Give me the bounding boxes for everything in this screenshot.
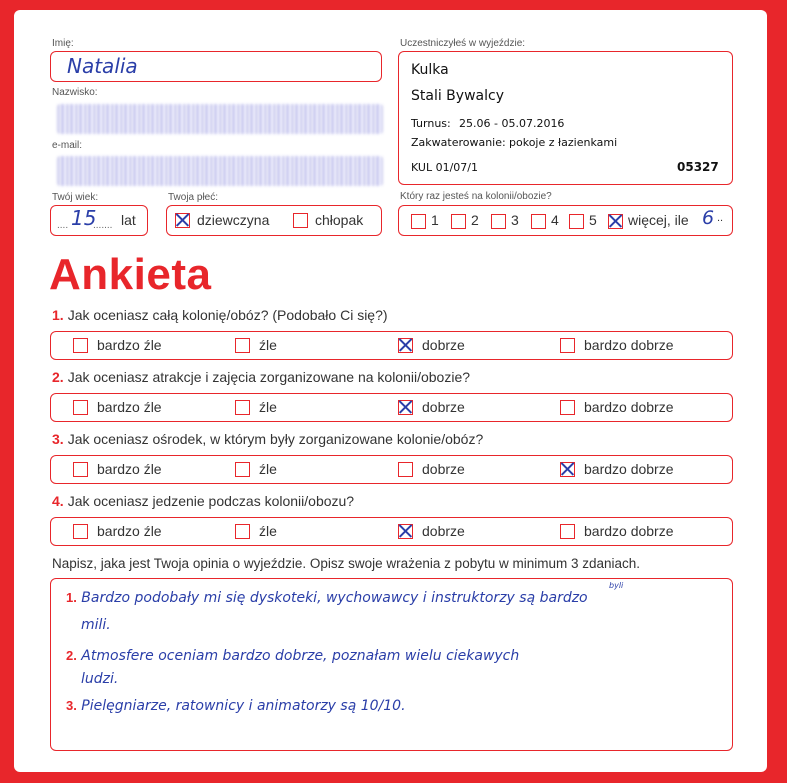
times-more-label: więcej, ile (628, 212, 689, 228)
age-value: 15 (71, 206, 97, 230)
question-1-option-3-label: dobrze (422, 337, 465, 353)
age-label: Twój wiek: (52, 192, 99, 203)
question-1-option-4-checkbox[interactable] (560, 338, 575, 353)
question-3-option-3-checkbox[interactable] (398, 462, 413, 477)
question-1-option-1-checkbox[interactable] (73, 338, 88, 353)
opinion-prompt: Napisz, jaka jest Twoja opinia o wyjeździe. Opisz swoje wrażenia z pobytu w minimum 3 zdaniach. (52, 556, 641, 571)
question-1-text (52, 307, 388, 323)
male-checkbox[interactable] (293, 213, 308, 228)
question-2-options (50, 393, 733, 422)
opinion-line-3 (66, 647, 519, 665)
times-1-checkbox[interactable] (411, 214, 426, 229)
question-2-label: Jak oceniasz atrakcje i zajęcia zorganizowane na kolonii/obozie? (67, 369, 471, 385)
question-4-label: Jak oceniasz jedzenie podczas kolonii/obozu? (67, 493, 355, 509)
question-3-text (52, 431, 483, 447)
times-5-checkbox[interactable] (569, 214, 584, 229)
age-dots-right: ....... (93, 220, 113, 231)
question-2-option-4-checkbox[interactable] (560, 400, 575, 415)
question-1-option-2-checkbox[interactable] (235, 338, 250, 353)
question-2-option-3-checkbox[interactable] (398, 400, 413, 415)
question-1-label: Jak oceniasz całą kolonię/obóz? (Podobało Ci się?) (67, 307, 388, 323)
question-4-option-3-checkbox[interactable] (398, 524, 413, 539)
question-3-option-2-label: źle (259, 461, 277, 477)
age-unit: lat (121, 212, 136, 228)
opinion-line-4: ludzi. (81, 671, 119, 687)
question-4-option-4-checkbox[interactable] (560, 524, 575, 539)
accommodation-label: Zakwaterowanie: (411, 136, 506, 149)
email-label: e-mail: (52, 140, 83, 151)
trip-group: Stali Bywalcy (411, 88, 504, 104)
times-more-dots: .. (717, 212, 724, 224)
trip-name: Kulka (411, 62, 449, 78)
question-4-option-2-checkbox[interactable] (235, 524, 250, 539)
male-label: chłopak (315, 212, 364, 228)
email-field[interactable] (50, 151, 388, 189)
trip-number: 05327 (677, 160, 719, 174)
opinion-line-3-text: Atmosfere oceniam bardzo dobrze, poznałam wielu ciekawych (81, 648, 520, 664)
question-4-options (50, 517, 733, 546)
times-2-checkbox[interactable] (451, 214, 466, 229)
times-more-checkbox[interactable] (608, 214, 623, 229)
redacted-surname (57, 104, 383, 134)
times-3-label: 3 (511, 212, 519, 228)
redacted-email (57, 156, 383, 186)
question-4-option-2-label: źle (259, 523, 277, 539)
question-3-option-4-checkbox[interactable] (560, 462, 575, 477)
times-1-label: 1 (431, 212, 439, 228)
opinion-insert: byli (609, 581, 624, 590)
question-3-option-3-label: dobrze (422, 461, 465, 477)
question-1-number: 1. (52, 307, 64, 323)
question-3-number: 3. (52, 431, 64, 447)
times-4-checkbox[interactable] (531, 214, 546, 229)
surname-field[interactable] (50, 99, 388, 137)
question-3-label: Jak oceniasz ośrodek, w którym były zorganizowane kolonie/obóz? (67, 431, 484, 447)
question-2-number: 2. (52, 369, 64, 385)
question-2-option-4-label: bardzo dobrze (584, 399, 674, 415)
question-1-option-3-checkbox[interactable] (398, 338, 413, 353)
times-more-value: 6 (702, 207, 715, 229)
turnus-value: 25.06 - 05.07.2016 (459, 117, 565, 130)
question-1-option-1-label: bardzo źle (97, 337, 162, 353)
trip-code: KUL 01/07/1 (411, 161, 478, 174)
opinion-line-5 (66, 697, 406, 715)
question-3-options (50, 455, 733, 484)
name-label: Imię: (52, 38, 74, 49)
question-3-option-2-checkbox[interactable] (235, 462, 250, 477)
question-2-option-2-checkbox[interactable] (235, 400, 250, 415)
female-checkbox[interactable] (175, 213, 190, 228)
question-2-option-3-label: dobrze (422, 399, 465, 415)
opinion-box[interactable] (50, 578, 733, 751)
question-3-option-4-label: bardzo dobrze (584, 461, 674, 477)
survey-title: Ankieta (49, 250, 212, 299)
age-field[interactable] (50, 205, 148, 236)
question-4-option-4-label: bardzo dobrze (584, 523, 674, 539)
name-field[interactable] (50, 51, 382, 82)
opinion-line-1-text: Bardzo podobały mi się dyskoteki, wychowawcy i instruktorzy są bardzo (81, 590, 588, 606)
question-2-text (52, 369, 470, 385)
question-4-option-1-label: bardzo źle (97, 523, 162, 539)
opinion-line-3-num: 2. (66, 648, 77, 663)
turnus-label: Turnus: (411, 117, 451, 130)
times-3-checkbox[interactable] (491, 214, 506, 229)
times-field (398, 205, 733, 236)
gender-field (166, 205, 382, 236)
trip-info-box (398, 51, 733, 185)
opinion-line-1-num: 1. (66, 590, 77, 605)
times-label: Który raz jesteś na kolonii/obozie? (400, 191, 552, 202)
question-1-option-4-label: bardzo dobrze (584, 337, 674, 353)
question-1-options (50, 331, 733, 360)
female-label: dziewczyna (197, 212, 270, 228)
question-4-option-1-checkbox[interactable] (73, 524, 88, 539)
question-4-option-3-label: dobrze (422, 523, 465, 539)
question-3-option-1-label: bardzo źle (97, 461, 162, 477)
question-4-number: 4. (52, 493, 64, 509)
surname-label: Nazwisko: (52, 87, 98, 98)
opinion-line-2: mili. (81, 617, 111, 633)
opinion-line-1 (66, 589, 588, 607)
opinion-line-5-num: 3. (66, 698, 77, 713)
times-4-label: 4 (551, 212, 559, 228)
question-3-option-1-checkbox[interactable] (73, 462, 88, 477)
question-4-text (52, 493, 354, 509)
accommodation-value: pokoje z łazienkami (509, 136, 618, 149)
participant-label: Uczestniczyłeś w wyjeździe: (400, 38, 526, 49)
gender-label: Twoja płeć: (168, 192, 219, 203)
opinion-line-5-text: Pielęgniarze, ratownicy i animatorzy są 10/10. (81, 698, 406, 714)
times-5-label: 5 (589, 212, 597, 228)
age-dots-left: .... (57, 220, 69, 231)
question-2-option-2-label: źle (259, 399, 277, 415)
question-1-option-2-label: źle (259, 337, 277, 353)
times-2-label: 2 (471, 212, 479, 228)
question-2-option-1-checkbox[interactable] (73, 400, 88, 415)
name-value: Natalia (67, 54, 138, 78)
question-2-option-1-label: bardzo źle (97, 399, 162, 415)
